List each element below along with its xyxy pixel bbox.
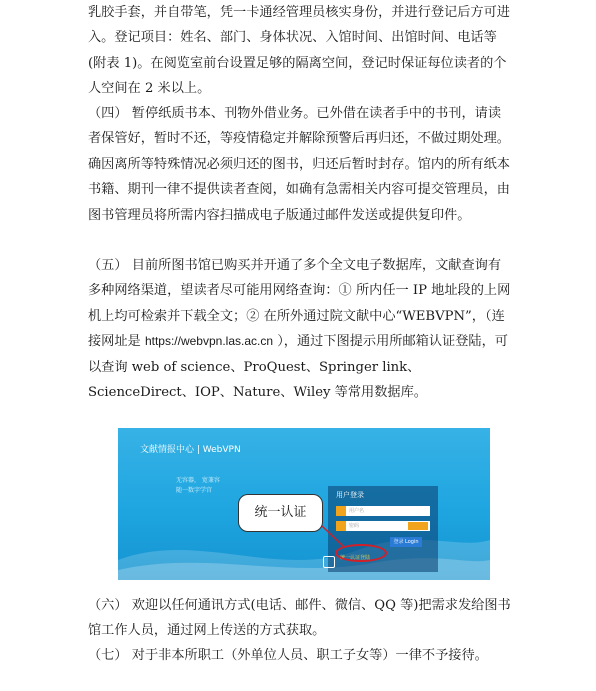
sso-login-link[interactable]: 统一认证登陆 (340, 555, 371, 561)
highlight-ellipse (335, 544, 387, 562)
figure-site-title: 文献情报中心 | WebVPN (140, 445, 241, 455)
lock-icon (336, 521, 346, 531)
user-icon (336, 506, 346, 516)
padlock-icon (323, 556, 335, 568)
paragraph-entry-rules: 乳胶手套，并自带笔，凭一卡通经管理员核实身份，并进行登记后方可进入。登记项目：姓名、部门、身体状况、入馆时间、出馆时间、电话等(附表 1)。在阅览室前台设置足够的隔离空间，登记时保证每位读者的个人空间在 2 米以上。 (88, 5, 510, 97)
password-field[interactable] (336, 521, 430, 531)
paragraph-item-7-visitors: （七） 对于非本所职工（外单位人员、职工子女等）一律不予接待。 (88, 648, 488, 663)
paragraph-item-5-databases (88, 253, 513, 405)
paragraph-item-5-text-b: ），通过下图提示用所邮箱认证登陆，可以查询 web of science、ProQuest、Springer link、ScienceDirect、IOP、Nature、Wiley 等常用数据库。 (88, 334, 508, 401)
paragraph-item-5-text-a: （五） 目前所图书馆已购买并开通了多个全文电子数据库，文献查询有多种网络渠道，望读者尽可能用网络查询：① 所内任一 IP 地址段的上网机上均可检索并下载全文；② 在所外通过院文献中心“WEBVPN”，（连接网址是 (88, 258, 511, 350)
forgot-password-button[interactable] (408, 522, 428, 530)
unified-auth-callout: 统一认证 (238, 494, 323, 532)
figure-slogan: 无容器， 宽兼容 随一数字学宫 (176, 477, 220, 494)
paragraph-item-4-borrowing: （四） 暂停纸质书本、刊物外借业务。已外借在读者手中的书刊，请读者保管好，暂时不还，等疫情稳定并解除预警后再归还，不做过期处理。确因离所等特殊情况必须归还的图书，归还后暂时封存。馆内的所有纸本书籍、期刊一律不提供读者查阅，如确有急需相关内容可提交管理员，由图书管理员将所需内容扫描成电子版通过邮件发送或提供复印件。 (88, 106, 510, 223)
username-field[interactable] (336, 506, 430, 516)
username-placeholder: 用户名 (349, 508, 365, 514)
password-placeholder: 密码 (349, 523, 360, 529)
login-button[interactable]: 登录 Login (390, 537, 422, 547)
paragraph-item-6-contact: （六） 欢迎以任何通讯方式(电话、邮件、微信、QQ 等)把需求发给图书馆工作人员，通过网上传送的方式获取。 (88, 598, 511, 639)
login-title: 用户登录 (336, 491, 364, 499)
webvpn-url-link[interactable]: https://webvpn.las.ac.cn (144, 334, 274, 349)
